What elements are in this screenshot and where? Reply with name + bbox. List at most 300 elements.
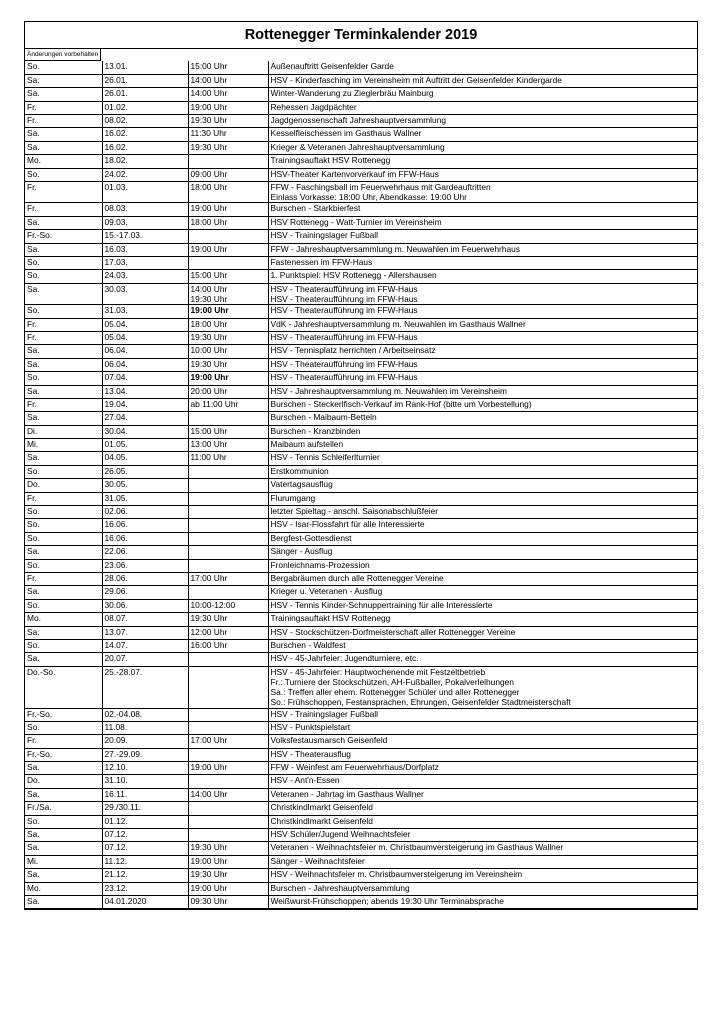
- date-cell: 27.04.: [102, 412, 188, 425]
- time-cell: 15:00 Uhr: [188, 61, 268, 74]
- table-row: [25, 748, 697, 761]
- table-row: [25, 318, 697, 331]
- time-cell: 11:30 Uhr: [188, 128, 268, 141]
- event-cell: HSV - Theaterausflug: [268, 748, 697, 761]
- day-cell: Sa.: [25, 358, 102, 371]
- day-cell: Sa.: [25, 345, 102, 358]
- table-row: [25, 708, 697, 721]
- date-cell: 15.-17.03.: [102, 230, 188, 243]
- event-cell: HSV - Tennis Kinder-Schnuppertraining für alle Interessierte: [268, 599, 697, 612]
- event-table: [25, 61, 697, 909]
- event-cell: Sänger - Weihnachtsfeier: [268, 855, 697, 868]
- day-cell: So.: [25, 270, 102, 283]
- day-cell: Do.: [25, 775, 102, 788]
- time-cell: [188, 519, 268, 532]
- day-cell: Fr.: [25, 398, 102, 411]
- table-row: [25, 439, 697, 452]
- date-cell: 31.03.: [102, 305, 188, 318]
- day-cell: Fr.: [25, 331, 102, 344]
- event-cell: Krieger & Veteranen Jahreshauptversammlung: [268, 141, 697, 154]
- time-cell: 18:00 Uhr: [188, 318, 268, 331]
- table-row: [25, 546, 697, 559]
- day-cell: Sa.: [25, 788, 102, 801]
- time-cell: [188, 815, 268, 828]
- date-cell: 14.07.: [102, 639, 188, 652]
- time-cell: 19:00 Uhr: [188, 762, 268, 775]
- table-row: [25, 815, 697, 828]
- date-cell: 31.05.: [102, 492, 188, 505]
- time-cell: [188, 412, 268, 425]
- date-cell: 13.07.: [102, 626, 188, 639]
- time-cell: [188, 546, 268, 559]
- time-cell: [188, 666, 268, 708]
- date-cell: 04.05.: [102, 452, 188, 465]
- time-cell: [188, 465, 268, 478]
- day-cell: Sa.: [25, 842, 102, 855]
- table-row: [25, 802, 697, 815]
- day-cell: Sa.: [25, 128, 102, 141]
- date-cell: 04.01.2020: [102, 896, 188, 909]
- day-cell: Sa.: [25, 141, 102, 154]
- time-cell: 14:00 Uhr: [188, 74, 268, 87]
- event-cell: HSV - Theateraufführung im FFW-Haus: [268, 372, 697, 385]
- date-cell: 13.01.: [102, 61, 188, 74]
- time-cell: 12:00 Uhr: [188, 626, 268, 639]
- day-cell: Sa.: [25, 762, 102, 775]
- event-cell: HSV - Theateraufführung im FFW-Haus HSV - Theateraufführung im FFW-Haus: [268, 283, 697, 304]
- table-row: [25, 639, 697, 652]
- date-cell: 20.07.: [102, 653, 188, 666]
- event-cell: HSV Schüler/Jugend Weihnachtsfeier: [268, 829, 697, 842]
- date-cell: 26.01.: [102, 88, 188, 101]
- time-cell: [188, 256, 268, 269]
- table-row: [25, 465, 697, 478]
- table-row: [25, 735, 697, 748]
- time-cell: [188, 748, 268, 761]
- date-cell: 02.-04.08.: [102, 708, 188, 721]
- table-row: [25, 519, 697, 532]
- time-cell: 19:30 Uhr: [188, 358, 268, 371]
- day-cell: Fr.-So.: [25, 708, 102, 721]
- event-cell: Veteranen - Weihnachtsfeier m. Christbaumversteigerung im Gasthaus Wallner: [268, 842, 697, 855]
- time-cell: 19:00 Uhr: [188, 372, 268, 385]
- day-cell: Sa.: [25, 385, 102, 398]
- table-row: [25, 385, 697, 398]
- table-row: [25, 155, 697, 168]
- event-cell: Erstkommunion: [268, 465, 697, 478]
- date-cell: 05.04.: [102, 318, 188, 331]
- table-row: [25, 398, 697, 411]
- day-cell: So.: [25, 519, 102, 532]
- event-cell: Volksfestausmarsch Geisenfeld: [268, 735, 697, 748]
- time-cell: [188, 802, 268, 815]
- calendar-sheet: [24, 21, 698, 910]
- time-cell: [188, 532, 268, 545]
- table-row: [25, 230, 697, 243]
- time-cell: 18:00 Uhr: [188, 182, 268, 203]
- date-cell: 09.03.: [102, 216, 188, 229]
- event-cell: Sänger - Ausflug: [268, 546, 697, 559]
- date-cell: 01.12.: [102, 815, 188, 828]
- day-cell: Fr.: [25, 492, 102, 505]
- event-cell: Christkindlmarkt Geisenfeld: [268, 815, 697, 828]
- disclaimer-note: Änderungen vorbehalten: [25, 49, 101, 61]
- table-row: [25, 506, 697, 519]
- table-row: [25, 599, 697, 612]
- day-cell: So.: [25, 559, 102, 572]
- date-cell: 11.12.: [102, 855, 188, 868]
- event-cell: HSV - Isar-Flossfahrt für alle Interessierte: [268, 519, 697, 532]
- date-cell: 18.02.: [102, 155, 188, 168]
- event-cell: Weißwurst-Frühschoppen; abends 19:30 Uhr Terminabsprache: [268, 896, 697, 909]
- table-row: [25, 653, 697, 666]
- table-row: [25, 452, 697, 465]
- event-cell: HSV - Tennisplatz herrichten / Arbeitseinsatz: [268, 345, 697, 358]
- time-cell: [188, 708, 268, 721]
- day-cell: Sa.: [25, 896, 102, 909]
- date-cell: 08.02.: [102, 115, 188, 128]
- date-cell: 06.04.: [102, 358, 188, 371]
- time-cell: [188, 586, 268, 599]
- time-cell: [188, 775, 268, 788]
- event-cell: FFW - Jahreshauptversammlung m. Neuwahlen im Feuerwehrhaus: [268, 243, 697, 256]
- date-cell: 23.12.: [102, 882, 188, 895]
- time-cell: [188, 230, 268, 243]
- table-row: [25, 283, 697, 304]
- time-cell: 19:30 Uhr: [188, 842, 268, 855]
- time-cell: 19:00 Uhr: [188, 203, 268, 216]
- event-cell: HSV - Trainingslager Fußball: [268, 708, 697, 721]
- day-cell: Sa.: [25, 88, 102, 101]
- table-row: [25, 101, 697, 114]
- table-row: [25, 842, 697, 855]
- table-row: [25, 762, 697, 775]
- day-cell: So.: [25, 168, 102, 181]
- time-cell: 09:30 Uhr: [188, 896, 268, 909]
- table-row: [25, 61, 697, 74]
- time-cell: 19:00 Uhr: [188, 243, 268, 256]
- day-cell: Fr./Sa.: [25, 802, 102, 815]
- page-title: Rottenegger Terminkalender 2019: [25, 22, 697, 49]
- event-cell: Burschen - Jahreshauptversammlung: [268, 882, 697, 895]
- date-cell: 30.05.: [102, 479, 188, 492]
- event-cell: Maibaum aufstellen: [268, 439, 697, 452]
- time-cell: 15:00 Uhr: [188, 425, 268, 438]
- date-cell: 30.04.: [102, 425, 188, 438]
- event-cell: HSV - Stockschützen-Dorfmeisterschaft aller Rottenegger Vereine: [268, 626, 697, 639]
- event-cell: HSV - 45-Jahrfeier: Jugendturniere, etc.: [268, 653, 697, 666]
- time-cell: [188, 492, 268, 505]
- table-row: [25, 532, 697, 545]
- day-cell: Fr.: [25, 115, 102, 128]
- table-row: [25, 626, 697, 639]
- table-row: [25, 425, 697, 438]
- event-cell: Christkindlmarkt Geisenfeld: [268, 802, 697, 815]
- date-cell: 06.04.: [102, 345, 188, 358]
- table-row: [25, 869, 697, 882]
- event-cell: Winter-Wanderung zu Zieglerbräu Mainburg: [268, 88, 697, 101]
- date-cell: 26.05.: [102, 465, 188, 478]
- event-cell: HSV - Punktspielstart: [268, 721, 697, 734]
- day-cell: So.: [25, 599, 102, 612]
- date-cell: 07.04.: [102, 372, 188, 385]
- day-cell: Fr.: [25, 572, 102, 585]
- date-cell: 16.06.: [102, 532, 188, 545]
- date-cell: 08.03.: [102, 203, 188, 216]
- time-cell: [188, 829, 268, 842]
- date-cell: 23.06.: [102, 559, 188, 572]
- table-row: [25, 829, 697, 842]
- event-cell: Bergfest-Gottesdienst: [268, 532, 697, 545]
- day-cell: Fr.-So.: [25, 230, 102, 243]
- date-cell: 27.-29.09.: [102, 748, 188, 761]
- event-cell: Fronleichnams-Prozession: [268, 559, 697, 572]
- date-cell: 02.06.: [102, 506, 188, 519]
- table-row: [25, 345, 697, 358]
- table-row: [25, 305, 697, 318]
- event-cell: Außenauftritt Geisenfelder Garde: [268, 61, 697, 74]
- event-cell: 1. Punktspiel: HSV Rottenegg - Allershausen: [268, 270, 697, 283]
- table-row: [25, 855, 697, 868]
- event-cell: HSV - Theateraufführung im FFW-Haus: [268, 305, 697, 318]
- date-cell: 16.02.: [102, 141, 188, 154]
- day-cell: Mo.: [25, 155, 102, 168]
- table-row: [25, 270, 697, 283]
- event-cell: Burschen - Starkbierfest: [268, 203, 697, 216]
- time-cell: 19:30 Uhr: [188, 331, 268, 344]
- event-cell: Flurumgang: [268, 492, 697, 505]
- day-cell: Sa.: [25, 829, 102, 842]
- date-cell: 29.06.: [102, 586, 188, 599]
- date-cell: 12.10.: [102, 762, 188, 775]
- event-cell: HSV-Theater Kartenvorverkauf im FFW-Haus: [268, 168, 697, 181]
- day-cell: So.: [25, 506, 102, 519]
- date-cell: 30.06.: [102, 599, 188, 612]
- day-cell: So.: [25, 61, 102, 74]
- event-cell: Jagdgenossenschaft Jahreshauptversammlung: [268, 115, 697, 128]
- date-cell: 19.04.: [102, 398, 188, 411]
- table-row: [25, 613, 697, 626]
- table-row: [25, 243, 697, 256]
- day-cell: Di.: [25, 425, 102, 438]
- table-row: [25, 492, 697, 505]
- time-cell: 19:30 Uhr: [188, 115, 268, 128]
- day-cell: Sa.: [25, 626, 102, 639]
- event-cell: HSV - 45-Jahrfeier: Hauptwochenende mit Festzeltbetrieb Fr.: Turniere der Stockschützen, AH-Fußballer, Pokalverleihungen Sa.: Treffen aller ehem. Rottenegger Schüler und aller Rottenegger So.: Frühschoppen, Festansprachen, Ehrungen, Geisenfelder Stadtmeisterschaft: [268, 666, 697, 708]
- date-cell: 24.03.: [102, 270, 188, 283]
- table-row: [25, 128, 697, 141]
- time-cell: 19:30 Uhr: [188, 613, 268, 626]
- event-cell: Burschen - Waldfest: [268, 639, 697, 652]
- date-cell: 26.01.: [102, 74, 188, 87]
- day-cell: Mo.: [25, 613, 102, 626]
- date-cell: 28.06.: [102, 572, 188, 585]
- table-row: [25, 182, 697, 203]
- date-cell: 22.06.: [102, 546, 188, 559]
- event-cell: FFW - Faschingsball im Feuerwehrhaus mit Gardeauftritten Einlass Vorkasse: 18:00 Uhr, Abendkasse: 19:00 Uhr: [268, 182, 697, 203]
- date-cell: 16.03.: [102, 243, 188, 256]
- table-row: [25, 896, 697, 909]
- table-row: [25, 88, 697, 101]
- event-cell: HSV - Theateraufführung im FFW-Haus: [268, 358, 697, 371]
- time-cell: 10:00 Uhr: [188, 345, 268, 358]
- day-cell: Sa.: [25, 74, 102, 87]
- time-cell: 16:00 Uhr: [188, 639, 268, 652]
- date-cell: 16.02.: [102, 128, 188, 141]
- day-cell: Sa.: [25, 243, 102, 256]
- event-cell: Fastenessen im FFW-Haus: [268, 256, 697, 269]
- event-cell: HSV - Ant'n-Essen: [268, 775, 697, 788]
- event-cell: HSV - Jahreshauptversammlung m. Neuwahlen im Vereinsheim: [268, 385, 697, 398]
- date-cell: 30.03.: [102, 283, 188, 304]
- day-cell: Sa.: [25, 653, 102, 666]
- table-row: [25, 216, 697, 229]
- date-cell: 01.02.: [102, 101, 188, 114]
- event-cell: HSV - Trainingslager Fußball: [268, 230, 697, 243]
- time-cell: 19:00 Uhr: [188, 101, 268, 114]
- day-cell: Mi.: [25, 439, 102, 452]
- time-cell: 20:00 Uhr: [188, 385, 268, 398]
- table-row: [25, 412, 697, 425]
- event-cell: Burschen - Kranzbinden: [268, 425, 697, 438]
- day-cell: Fr.: [25, 101, 102, 114]
- day-cell: Fr.: [25, 182, 102, 203]
- table-row: [25, 721, 697, 734]
- time-cell: 13:00 Uhr: [188, 439, 268, 452]
- time-cell: [188, 155, 268, 168]
- time-cell: 14:00 Uhr: [188, 88, 268, 101]
- time-cell: [188, 506, 268, 519]
- time-cell: [188, 721, 268, 734]
- day-cell: Do.: [25, 479, 102, 492]
- date-cell: 16.06.: [102, 519, 188, 532]
- time-cell: 19:30 Uhr: [188, 869, 268, 882]
- day-cell: Sa.: [25, 869, 102, 882]
- event-cell: Bergabräumen durch alle Rottenegger Vereine: [268, 572, 697, 585]
- day-cell: Sa.: [25, 452, 102, 465]
- day-cell: So.: [25, 305, 102, 318]
- event-cell: HSV - Kinderfasching im Vereinsheim mit Auftritt der Geisenfelder Kindergarde: [268, 74, 697, 87]
- table-row: [25, 74, 697, 87]
- table-row: [25, 666, 697, 708]
- table-row: [25, 559, 697, 572]
- date-cell: 01.05.: [102, 439, 188, 452]
- day-cell: So.: [25, 721, 102, 734]
- date-cell: 07.12.: [102, 829, 188, 842]
- event-cell: Burschen - Steckerlfisch-Verkauf im Rank-Hof (bitte um Vorbestellung): [268, 398, 697, 411]
- table-row: [25, 358, 697, 371]
- day-cell: Mo.: [25, 882, 102, 895]
- time-cell: [188, 479, 268, 492]
- date-cell: 13.04.: [102, 385, 188, 398]
- day-cell: So.: [25, 815, 102, 828]
- date-cell: 11.08.: [102, 721, 188, 734]
- table-row: [25, 586, 697, 599]
- table-row: [25, 372, 697, 385]
- time-cell: 14:00 Uhr: [188, 788, 268, 801]
- date-cell: 31.10.: [102, 775, 188, 788]
- time-cell: 18:00 Uhr: [188, 216, 268, 229]
- day-cell: So.: [25, 639, 102, 652]
- event-cell: FFW - Weinfest am Feuerwehrhaus/Dorfplatz: [268, 762, 697, 775]
- date-cell: 07.12.: [102, 842, 188, 855]
- time-cell: 19:00 Uhr: [188, 882, 268, 895]
- table-row: [25, 775, 697, 788]
- event-cell: Trainingsauftakt HSV Rottenegg: [268, 613, 697, 626]
- event-cell: Krieger u. Veteranen - Ausflug: [268, 586, 697, 599]
- date-cell: 17.03.: [102, 256, 188, 269]
- table-row: [25, 479, 697, 492]
- table-row: [25, 256, 697, 269]
- time-cell: 14:00 Uhr 19:30 Uhr: [188, 283, 268, 304]
- table-row: [25, 331, 697, 344]
- table-row: [25, 882, 697, 895]
- event-cell: Burschen - Maibaum-Betteln: [268, 412, 697, 425]
- day-cell: Sa.: [25, 283, 102, 304]
- date-cell: 16.11.: [102, 788, 188, 801]
- event-cell: letzter Spieltag - anschl. Saisonabschlußfeier: [268, 506, 697, 519]
- time-cell: 17:00 Uhr: [188, 735, 268, 748]
- date-cell: 24.02.: [102, 168, 188, 181]
- day-cell: Fr.: [25, 318, 102, 331]
- day-cell: So.: [25, 372, 102, 385]
- day-cell: Sa.: [25, 546, 102, 559]
- day-cell: Sa.: [25, 216, 102, 229]
- event-cell: Veteranen - Jahrtag im Gasthaus Wallner: [268, 788, 697, 801]
- table-row: [25, 115, 697, 128]
- time-cell: 09:00 Uhr: [188, 168, 268, 181]
- event-cell: HSV Rottenegg - Watt-Turnier im Vereinsheim: [268, 216, 697, 229]
- date-cell: 01.03.: [102, 182, 188, 203]
- day-cell: So.: [25, 532, 102, 545]
- day-cell: Fr.: [25, 735, 102, 748]
- time-cell: 19:30 Uhr: [188, 141, 268, 154]
- time-cell: 10:00-12:00: [188, 599, 268, 612]
- date-cell: 20.09.: [102, 735, 188, 748]
- event-cell: Vatertagsausflug: [268, 479, 697, 492]
- date-cell: 08.07.: [102, 613, 188, 626]
- day-cell: So.: [25, 256, 102, 269]
- time-cell: ab 11:00 Uhr: [188, 398, 268, 411]
- date-cell: 21.12.: [102, 869, 188, 882]
- event-cell: Rehessen Jagdpächter: [268, 101, 697, 114]
- table-row: [25, 203, 697, 216]
- table-row: [25, 572, 697, 585]
- table-row: [25, 168, 697, 181]
- time-cell: 17:00 Uhr: [188, 572, 268, 585]
- day-cell: Fr.-So.: [25, 748, 102, 761]
- event-cell: HSV - Tennis Schleiferlturnier: [268, 452, 697, 465]
- event-cell: VdK - Jahreshauptversammlung m. Neuwahlen im Gasthaus Wallner: [268, 318, 697, 331]
- date-cell: 05.04.: [102, 331, 188, 344]
- date-cell: 29./30.11.: [102, 802, 188, 815]
- time-cell: 15:00 Uhr: [188, 270, 268, 283]
- event-cell: HSV - Theateraufführung im FFW-Haus: [268, 331, 697, 344]
- time-cell: 19:00 Uhr: [188, 855, 268, 868]
- event-cell: Kesselfleischessen im Gasthaus Wallner: [268, 128, 697, 141]
- time-cell: [188, 653, 268, 666]
- event-cell: HSV - Weihnachtsfeier m. Christbaumversteigerung im Vereinsheim: [268, 869, 697, 882]
- day-cell: Do.-So.: [25, 666, 102, 708]
- date-cell: 25.-28.07.: [102, 666, 188, 708]
- time-cell: [188, 559, 268, 572]
- day-cell: So.: [25, 465, 102, 478]
- table-row: [25, 141, 697, 154]
- day-cell: Mi.: [25, 855, 102, 868]
- day-cell: Sa.: [25, 412, 102, 425]
- time-cell: 19:00 Uhr: [188, 305, 268, 318]
- table-row: [25, 788, 697, 801]
